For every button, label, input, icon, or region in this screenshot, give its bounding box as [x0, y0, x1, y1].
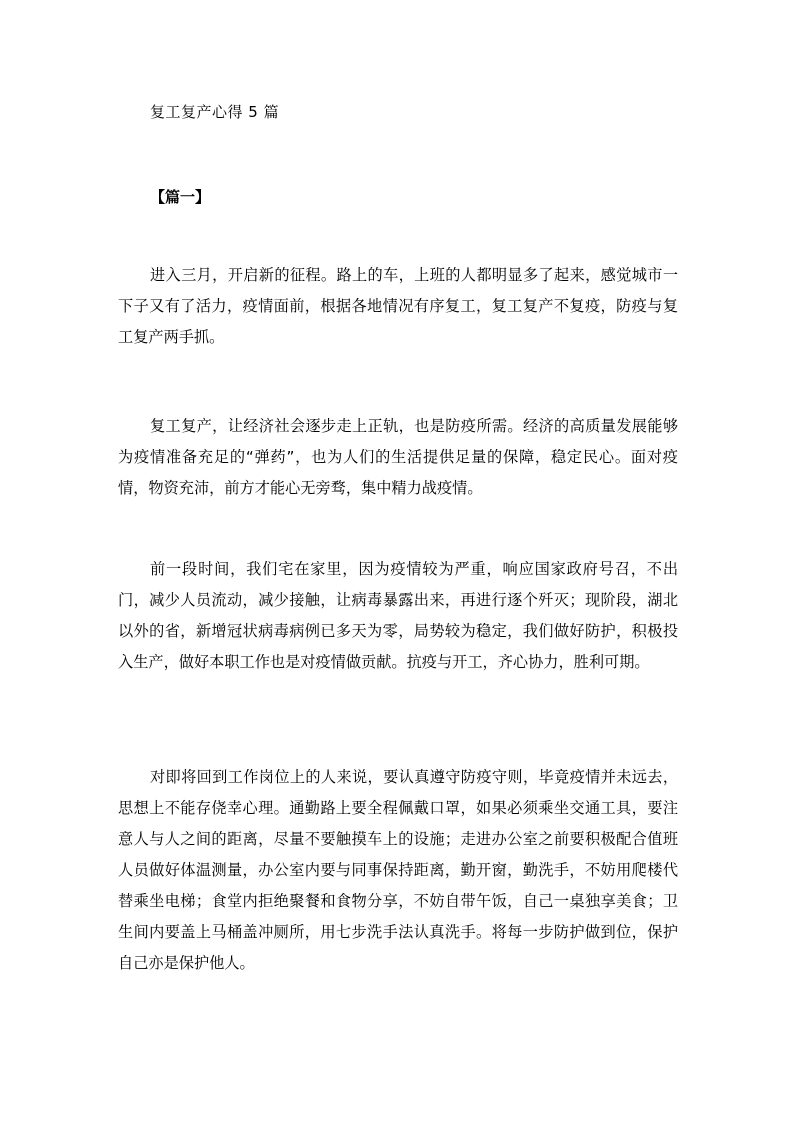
paragraph-4: 对即将回到工作岗位上的人来说，要认真遵守防疫守则，毕竟疫情并未远去，思想上不能存侥幸心理。通勤路上要全程佩戴口罩，如果必须乘坐交通工具，要注意人与人之间的距离，尽量不要触摸车上的设施；走进办公室之前要积极配合值班人员做好体温测量，办公室内要与同事保持距离，勤开窗，勤洗手，不妨用爬楼代替乘坐电梯；食堂内拒绝聚餐和食物分享，不妨自带午饭，自己一桌独享美食；卫生间内要盖上马桶盖冲厕所，用七步洗手法认真洗手。将每一步防护做到位，保护自己亦是保护他人。 [118, 768, 678, 972]
paragraph-1: 进入三月，开启新的征程。路上的车，上班的人都明显多了起来，感觉城市一下子又有了活力，疫情面前，根据各地情况有序复工，复工复产不复疫，防疫与复工复产两手抓。 [118, 266, 678, 346]
document-title: 复工复产心得 5 篇 [150, 103, 280, 121]
paragraph-2: 复工复产，让经济社会逐步走上正轨，也是防疫所需。经济的高质量发展能够为疫情准备充足的“弹药”，也为人们的生活提供足量的保障，稳定民心。面对疫情，物资充沛，前方才能心无旁骛，集中精力战疫情。 [118, 417, 678, 497]
paragraph-3: 前一段时间，我们宅在家里，因为疫情较为严重，响应国家政府号召，不出门，减少人员流动，减少接触，让病毒暴露出来，再进行逐个歼灭；现阶段，湖北以外的省，新增冠状病毒病例已多天为零，局势较为稳定，我们做好防护，积极投入生产，做好本职工作也是对疫情做贡献。抗疫与开工，齐心协力，胜利可期。 [118, 560, 678, 671]
section-heading: 【篇一】 [150, 188, 211, 206]
